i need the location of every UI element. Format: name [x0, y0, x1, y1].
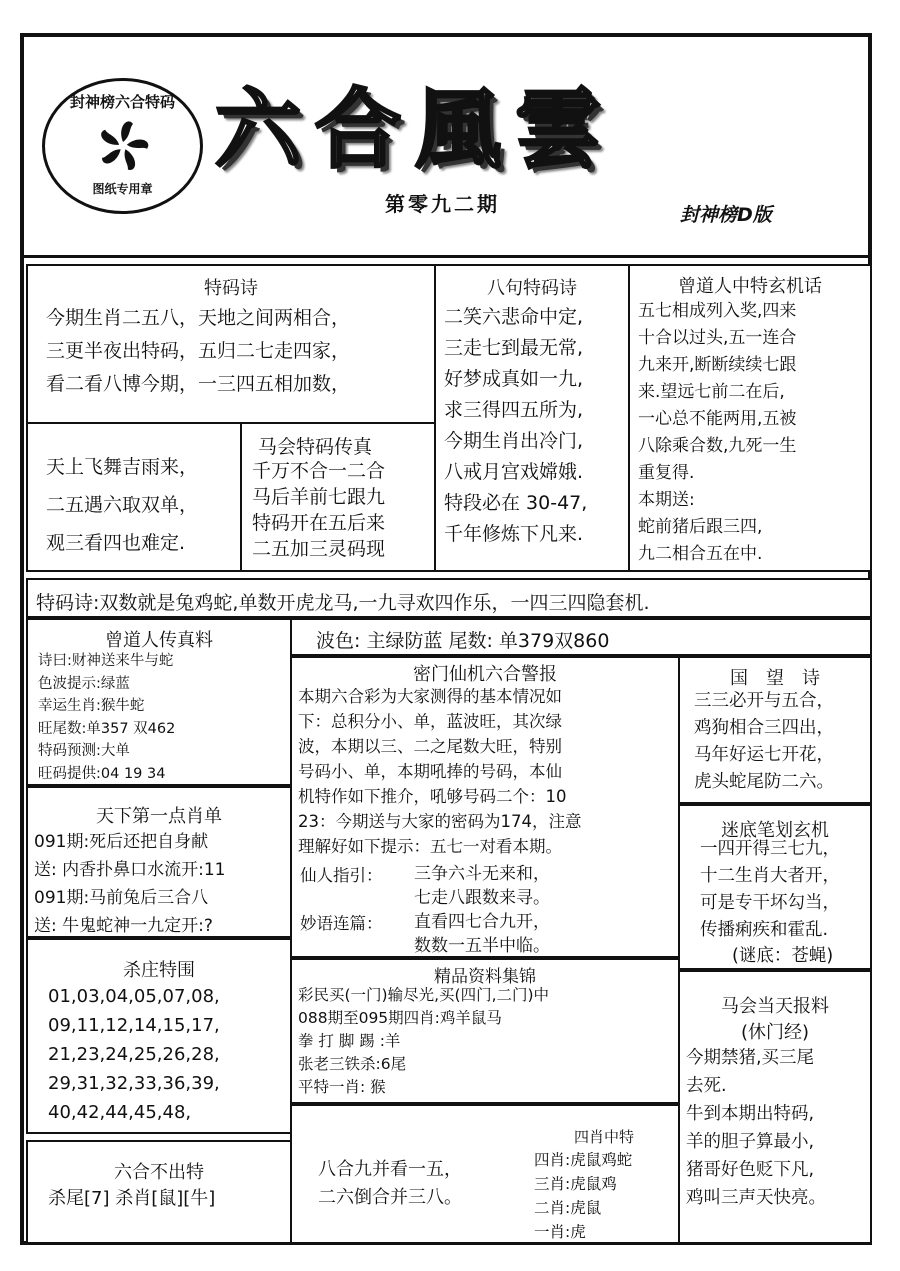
kill-box: [26, 938, 292, 1134]
mahui-day-line: 鸡叫三声天快亮。: [686, 1188, 826, 1208]
zeng-fax-box: [26, 618, 292, 786]
bauhinia-icon: [88, 115, 158, 177]
zeng-line: 八除乘合数,九死一生: [638, 436, 797, 456]
kill-line: 29,31,32,33,36,39,: [48, 1073, 220, 1094]
guide-label: 仙人指引：: [300, 866, 383, 885]
four-xiao-lines: [534, 1148, 632, 1244]
zeng-line: 九来开,断断续续七跟: [638, 355, 797, 375]
poem-box: [26, 264, 436, 424]
no-out-box: [26, 1140, 292, 1244]
mahui-day-line: 羊的胆子算最小,: [686, 1132, 815, 1152]
verse-line: 数数一五半中临。: [414, 936, 550, 956]
zeng-fax-line: 诗曰:财神送来牛与蛇: [38, 653, 174, 669]
eight-nine-line: 八合九并看一五，: [318, 1159, 462, 1180]
zeng-xuan-title: 曾道人中特玄机话: [678, 276, 822, 297]
guowang-box: [678, 656, 872, 804]
zeng-line: 一心总不能两用,五被: [638, 409, 797, 429]
zeng-fax-lines: [38, 650, 175, 785]
first-xiao-title: 天下第一点肖单: [96, 806, 222, 827]
midi-line: 传播痢疾和霍乱.: [700, 920, 829, 940]
guowang-line: 马年好运七开花，: [694, 745, 834, 765]
four-xiao-line: 二肖:虎鼠: [534, 1199, 602, 1217]
strip-box: [26, 578, 872, 618]
mimen-line: 号码小、单，本期吼捧的号码，本仙: [298, 762, 562, 781]
eight-poem-lines: [444, 302, 587, 550]
zeng-line: 五七相成列入奖,四来: [638, 301, 797, 321]
seal-bottom-text: 图纸专用章: [92, 182, 153, 196]
eight-nine-line: 二六倒合并三八。: [318, 1187, 462, 1208]
eight-line: 求三得四五所为,: [444, 399, 584, 421]
period-label: 第零九二期: [385, 192, 500, 216]
first-line: 送: 内香扑鼻口水流开:11: [34, 860, 226, 880]
first-line: 091期:马前兔后三合八: [34, 888, 209, 908]
jingpin-line: 彩民买(一门)输尽光,买(四门,二门)中: [298, 986, 550, 1004]
mimen-line: 波，本期以三、二之尾数大旺，特别: [298, 737, 562, 756]
four-xiao-line: 一肖:虎: [534, 1223, 586, 1241]
eight-nine-lines: [318, 1156, 462, 1212]
mimen-line: 本期六合彩为大家测得的基本情况如: [298, 687, 562, 706]
poem-line: 天上飞舞吉雨来，: [46, 456, 199, 478]
mahui-day-subtitle: (休门经): [740, 1022, 810, 1043]
bottom-middle-box: [290, 1104, 680, 1244]
four-xiao-line: 三肖:虎鼠鸡: [534, 1175, 617, 1193]
poem-line: 观三看四也难定.: [46, 532, 186, 554]
zeng-fax-line: 特码预测:大单: [38, 743, 130, 759]
mimen-line: 下：总积分小、单，蓝波旺，其次绿: [298, 712, 562, 731]
jingpin-box: [290, 958, 680, 1104]
poem-lines: [46, 302, 350, 401]
jingpin-line: 平特一肖: 猴: [298, 1078, 386, 1096]
zeng-fax-line: 旺尾数:单357 双462: [38, 720, 176, 737]
page-title: 六合風雲: [215, 79, 615, 180]
mimen-box: [290, 656, 680, 958]
first-xiao-box: [26, 786, 292, 938]
jingpin-lines: [298, 984, 549, 1099]
zeng-fax-line: 旺码提供:04 19 34: [38, 765, 166, 782]
four-xiao-title: 四肖中特: [574, 1128, 635, 1146]
edition-label: 封神榜D版: [680, 204, 772, 226]
zeng-line: 十合以过头,五一连合: [638, 328, 797, 348]
verse-label: 妙语连篇：: [300, 914, 383, 933]
zeng-fax-title: 曾道人传真料: [105, 630, 213, 651]
mahui-fax-title: 马会特码传真: [258, 436, 373, 458]
guide-lines: [414, 862, 550, 910]
strip-text: 特码诗:双数就是兔鸡蛇,单数开虎龙马,一九寻欢四作乐，一四三四隐套机.: [36, 592, 650, 614]
mahui-day-box: [678, 970, 872, 1244]
wave-text: 波色: 主绿防蓝 尾数: 单379双860: [316, 630, 610, 652]
mahui-line: 千万不合一二合: [252, 460, 386, 482]
mahui-day-line: 今期禁猪,买三尾: [686, 1048, 815, 1068]
eight-line: 八戒月宫戏嫦娥.: [444, 461, 584, 483]
header-divider: [20, 228, 872, 258]
guowang-line: 鸡狗相合三四出，: [694, 718, 834, 738]
kill-line: 09,11,12,14,15,17,: [48, 1015, 220, 1036]
seal-stamp: [42, 78, 203, 214]
jingpin-line: 拳 打 脚 踢 :羊: [298, 1032, 401, 1050]
mahui-line: 二五加三灵码现: [252, 538, 386, 560]
zeng-line: 重复得.: [638, 463, 695, 483]
midi-lines: [700, 836, 840, 944]
midi-title: 迷底笔划玄机: [721, 820, 829, 841]
guowang-line: 虎头蛇尾防二六。: [694, 772, 834, 792]
zeng-xuan-lines: [638, 298, 796, 568]
mahui-day-title: 马会当天报料: [721, 996, 829, 1017]
zeng-fax-line: 幸运生肖:猴牛蛇: [38, 698, 145, 714]
zeng-line: 来.望远七前二在后,: [638, 382, 785, 402]
kill-line: 21,23,24,25,26,28,: [48, 1044, 220, 1065]
jingpin-line: 张老三铁杀:6尾: [298, 1055, 407, 1073]
seal-top-text: 封神榜六合特码: [69, 93, 175, 111]
kill-title: 杀庄特围: [123, 960, 195, 981]
zeng-line: 本期送:: [638, 490, 695, 510]
verse-line: 直看四七合九开，: [414, 912, 550, 932]
guide-line: 三争六斗无来和，: [414, 864, 550, 884]
guowang-title: 国 望 诗: [730, 668, 820, 689]
guowang-line: 三三必开与五合，: [694, 691, 834, 711]
mahui-day-line: 去死.: [686, 1076, 727, 1096]
poem-line: 二五遇六取双单，: [46, 494, 199, 516]
mimen-line: 机特作如下推介，吼够号码二个：10: [298, 787, 567, 806]
mahui-day-line: 牛到本期出特码,: [686, 1104, 815, 1124]
zeng-fax-line: 色波提示:绿蓝: [38, 675, 130, 692]
midi-box: [678, 804, 872, 970]
eight-line: 今期生肖出冷门,: [444, 430, 584, 452]
jingpin-title: 精品资料集锦: [434, 967, 536, 987]
no-out-line: 杀尾[7] 杀肖[鼠][牛]: [48, 1188, 216, 1209]
first-line: 送: 牛鬼蛇神一九定开:?: [34, 916, 213, 936]
midi-line: 可是专干坏勾当，: [700, 893, 840, 913]
mahui-line: 特码开在五后来: [252, 512, 386, 534]
mahui-day-line: 猪哥好色贬下凡,: [686, 1160, 815, 1180]
midi-line: 一四开得三七九，: [700, 839, 840, 859]
eight-line: 千年修炼下凡来.: [444, 523, 584, 545]
no-out-title: 六合不出特: [114, 1162, 204, 1183]
kill-lines: [48, 982, 220, 1127]
poem-line: 今期生肖二五八，天地之间两相合，: [46, 307, 351, 329]
mahui-line: 马后羊前七跟九: [252, 486, 386, 508]
kill-line: 40,42,44,45,48,: [48, 1102, 192, 1123]
jingpin-line: 088期至095期四肖:鸡羊鼠马: [298, 1009, 502, 1027]
midi-line: 十二生肖大者开，: [700, 866, 840, 886]
zeng-xuan-box: [628, 264, 872, 572]
eight-poem-title: 八句特码诗: [487, 278, 577, 299]
eight-poem-box: [434, 264, 630, 572]
mimen-title: 密门仙机六合警报: [413, 664, 557, 685]
first-line: 091期:死后还把自身献: [34, 832, 209, 852]
poem-line: 看二看八博今期，一三四五相加数，: [46, 373, 351, 395]
poem-title: 特码诗: [204, 278, 258, 299]
guowang-lines: [694, 688, 834, 796]
zeng-line: 九二相合五在中.: [638, 544, 763, 564]
mahui-fax-box: [240, 422, 436, 572]
mahui-day-lines: [686, 1044, 826, 1212]
verse-lines: [414, 910, 550, 958]
zeng-line: 蛇前猪后跟三四,: [638, 517, 763, 537]
mimen-lines: [298, 684, 582, 859]
guide-line: 七走八跟数来寻。: [414, 888, 550, 908]
four-xiao-line: 四肖:虎鼠鸡蛇: [534, 1151, 633, 1169]
mahui-fax-lines: [252, 458, 385, 562]
eight-line: 三走七到最无常,: [444, 337, 584, 359]
eight-line: 二笑六悲命中定,: [444, 306, 584, 328]
eight-line: 好梦成真如一九,: [444, 368, 584, 390]
poem-continued-box: [26, 422, 242, 572]
poem-line: 三更半夜出特码，五归二七走四家，: [46, 340, 351, 362]
first-xiao-lines: [34, 828, 226, 940]
midi-answer: (谜底：苍蝇): [732, 946, 834, 966]
kill-line: 01,03,04,05,07,08,: [48, 986, 220, 1007]
poem-continued-lines: [46, 448, 198, 562]
mimen-line: 23：今期送与大家的密码为174，注意: [298, 812, 582, 831]
wave-box: [290, 618, 872, 656]
mimen-line: 理解好如下提示：五七一对看本期。: [298, 837, 562, 856]
eight-line: 特段必在 30-47,: [444, 492, 588, 514]
